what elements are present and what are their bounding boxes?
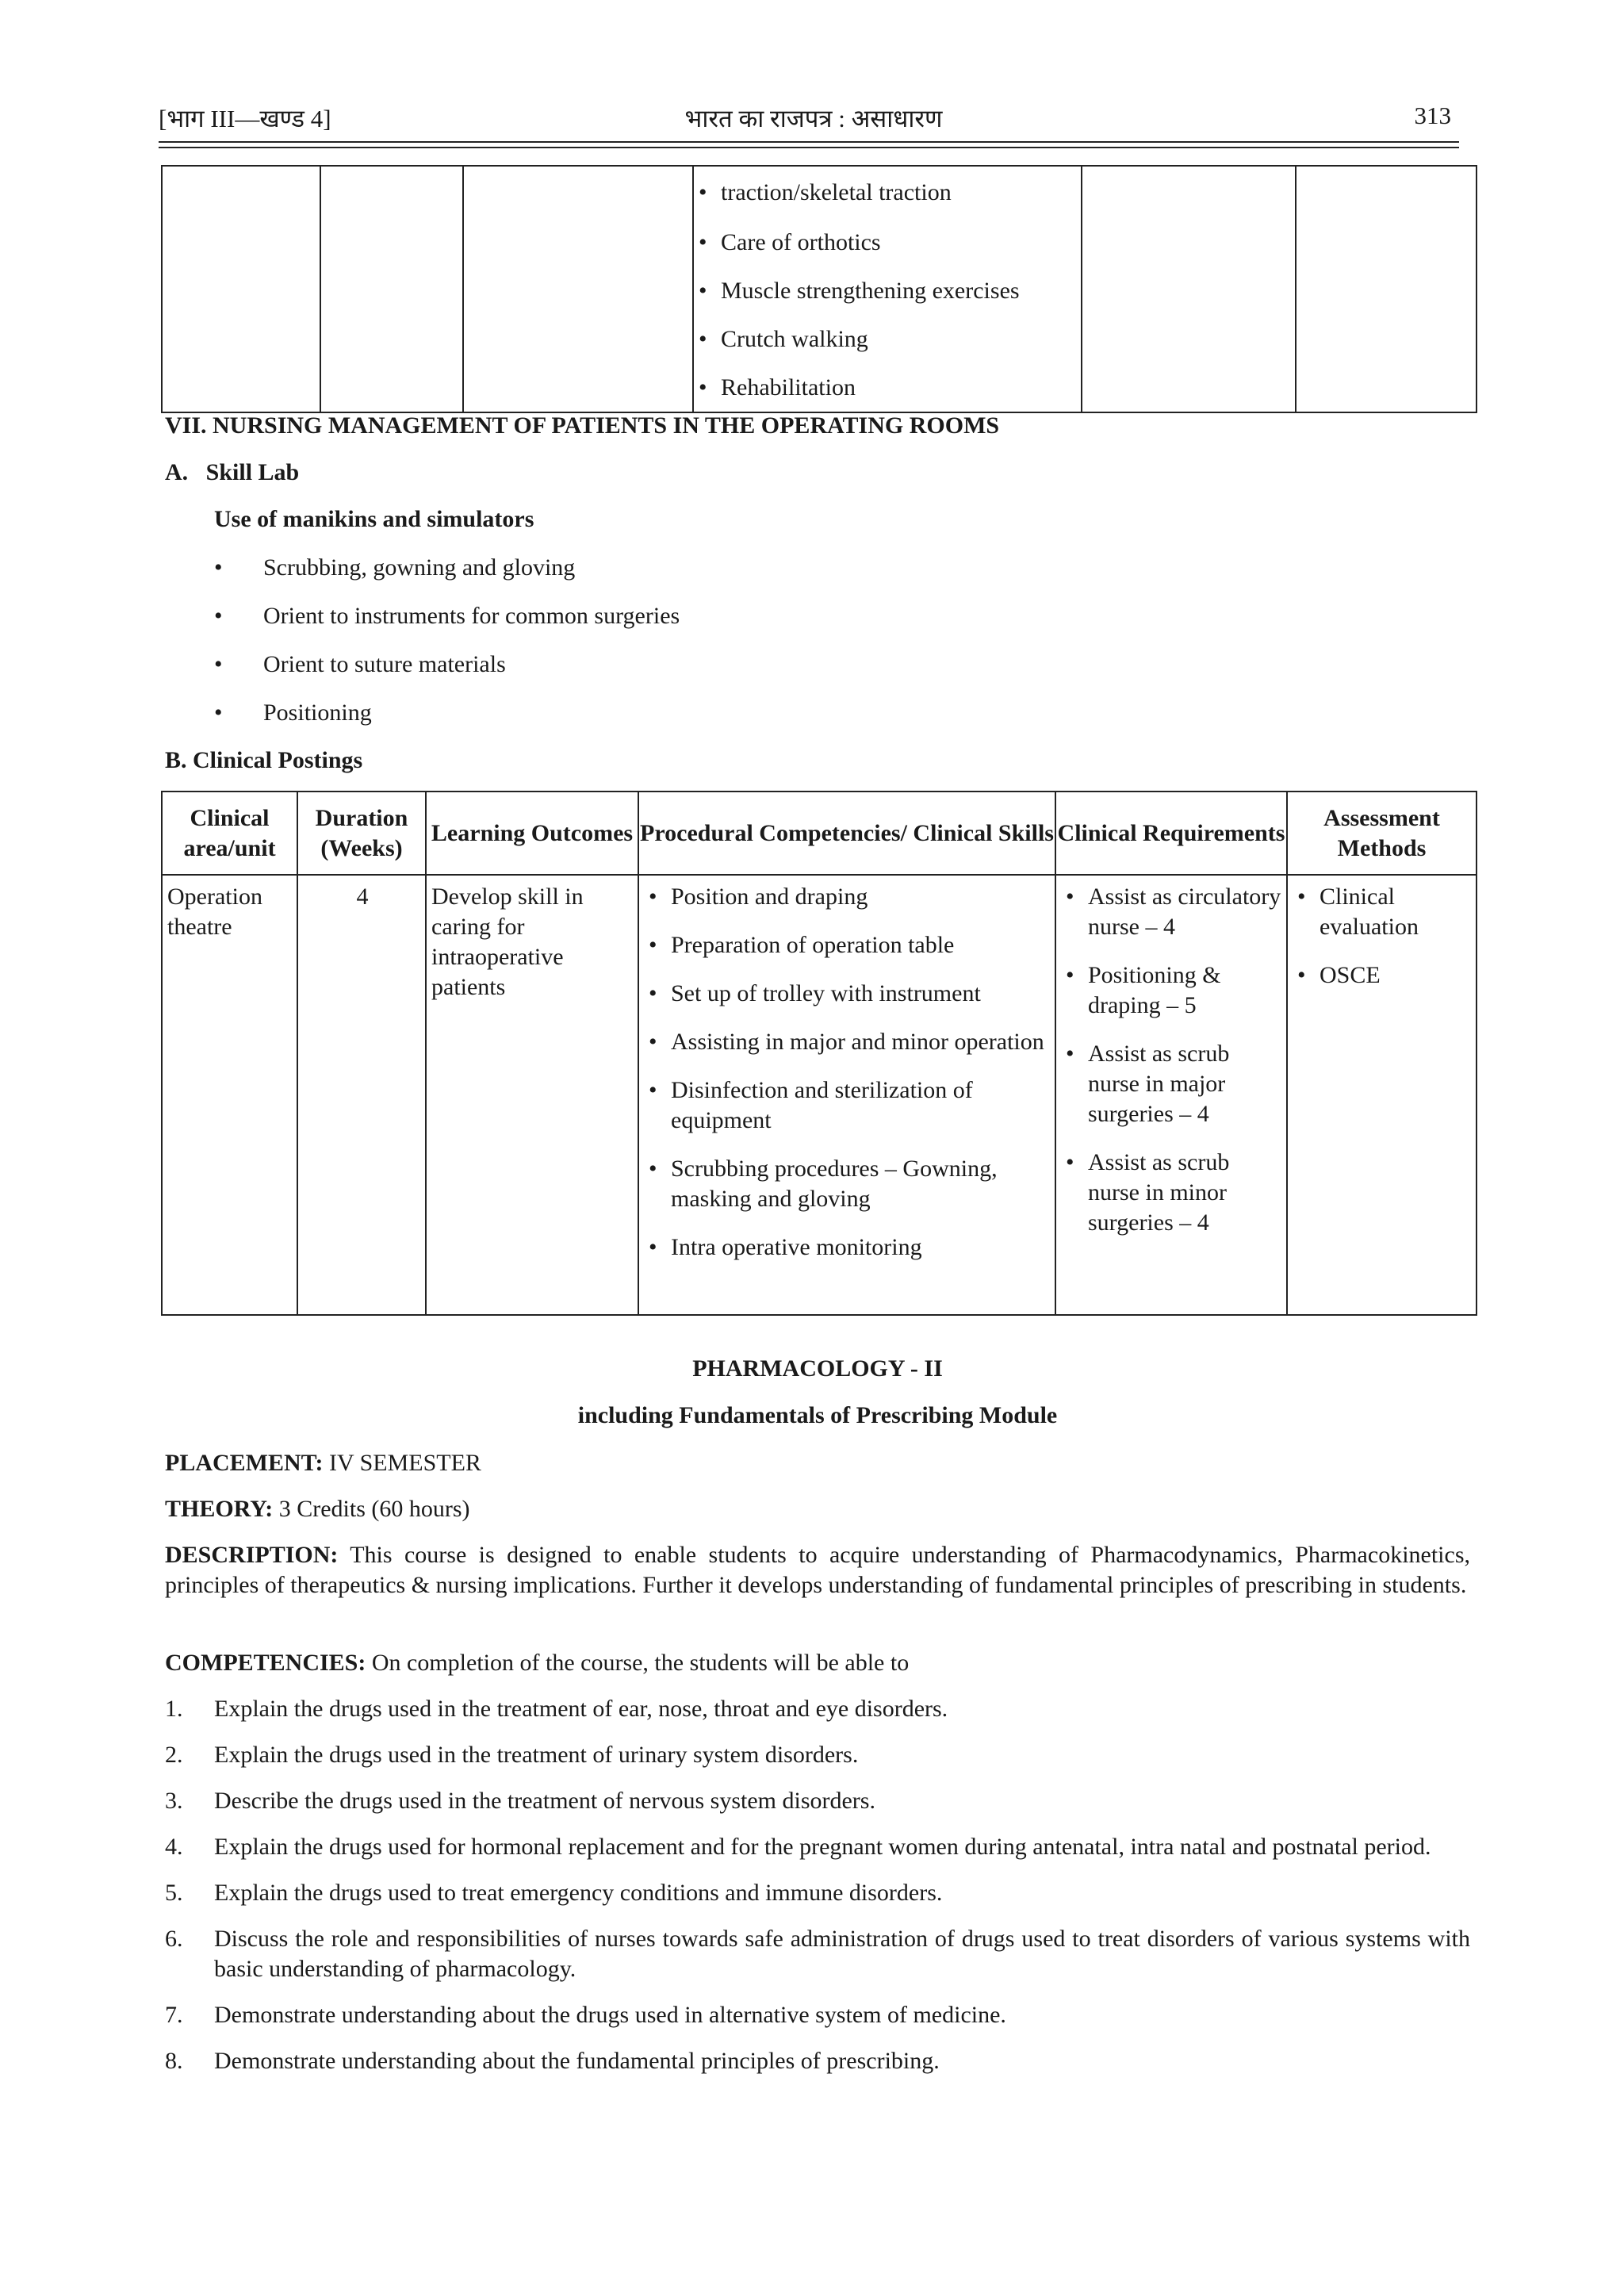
list-item: 8. Demonstrate understanding about the fundamental principles of prescribing.: [165, 2048, 940, 2074]
table-cell: [463, 166, 693, 412]
header-part: [भाग III—खण्ड 4]: [159, 105, 331, 132]
placement-line: [165, 1448, 1470, 1478]
column-header: Clinical area/unit: [162, 792, 297, 875]
clinical-postings-label: B. Clinical Postings: [165, 747, 363, 773]
list-item: • Clinical evaluation: [1293, 882, 1473, 942]
list-item: • Orient to suture materials: [211, 650, 680, 699]
outcomes-cell: Develop skill in caring for intraoperative patients: [426, 875, 638, 1315]
skill-lab-label: A. Skill Lab: [165, 459, 300, 485]
table-cell: [320, 166, 463, 412]
list-item: • Assist as scrub nurse in major surgeries – 4: [1061, 1039, 1283, 1129]
description-label: DESCRIPTION:: [165, 1542, 339, 1568]
list-item-continued: • traction/skeletal traction: [694, 168, 1081, 217]
list-item: • Assist as scrub nurse in minor surgeries – 4: [1061, 1148, 1283, 1238]
list-item: 1. Explain the drugs used in the treatment of ear, nose, throat and eye disorders.: [165, 1696, 948, 1722]
list-item: • OSCE: [1293, 960, 1473, 991]
page-header: [159, 102, 1469, 141]
theory-value: 3 Credits (60 hours): [273, 1496, 470, 1522]
skill-lab-list: [211, 554, 680, 747]
assessment-cell: [1287, 875, 1477, 1315]
column-header: Duration (Weeks): [297, 792, 426, 875]
description-text: This course is designed to enable students to acquire understanding of Pharmacodynamics, Pharmacokinetics, principles of therapeutics & nursing implications. Further it develops understanding of fundamental principles of prescribing in students.: [165, 1542, 1470, 1598]
list-item: • Crutch walking: [694, 315, 1081, 363]
list-item: 2. Explain the drugs used in the treatment of urinary system disorders.: [165, 1742, 859, 1768]
column-header: Procedural Competencies/ Clinical Skills: [638, 792, 1055, 875]
list-item: • Scrubbing procedures – Gowning, masking and gloving: [644, 1154, 1051, 1214]
list-item: • Positioning: [211, 699, 680, 747]
table-row: [162, 166, 1477, 412]
list-item: • Positioning & draping – 5: [1061, 960, 1283, 1021]
competencies-intro: [165, 1648, 1470, 1678]
course-title: PHARMACOLOGY - II: [692, 1355, 943, 1382]
column-header: Clinical Requirements: [1055, 792, 1287, 875]
table-row: [162, 875, 1477, 1315]
list-item: • Orient to instruments for common surgeries: [211, 602, 680, 650]
table-cell: [162, 166, 320, 412]
duration-cell: 4: [297, 875, 426, 1315]
competencies-list: [165, 1694, 1470, 2092]
list-item: • Preparation of operation table: [644, 930, 1051, 960]
area-cell: Operation theatre: [162, 875, 297, 1315]
list-item: • Care of orthotics: [694, 218, 1081, 266]
list-item: • Assist as circulatory nurse – 4: [1061, 882, 1283, 942]
list-item: 7. Demonstrate understanding about the drugs used in alternative system of medicine.: [165, 2002, 1006, 2028]
competencies-text: On completion of the course, the students will be able to: [366, 1650, 910, 1676]
header-title: भारत का राजपत्र : असाधारण: [684, 105, 943, 132]
list-item: 3. Describe the drugs used in the treatment of nervous system disorders.: [165, 1788, 875, 1814]
page-number: 313: [1414, 102, 1451, 129]
placement-label: PLACEMENT:: [165, 1450, 324, 1476]
list-item: • Position and draping: [644, 882, 1051, 912]
list-item: 5. Explain the drugs used to treat emergency conditions and immune disorders.: [165, 1880, 943, 1906]
table-cell: [1296, 166, 1477, 412]
description-paragraph: [165, 1540, 1470, 1600]
list-item: • Rehabilitation: [694, 363, 1081, 412]
table-cell: [1082, 166, 1296, 412]
column-header: Learning Outcomes: [426, 792, 638, 875]
course-subtitle: including Fundamentals of Prescribing Module: [577, 1402, 1058, 1428]
column-header: Assessment Methods: [1287, 792, 1477, 875]
competencies-cell: [638, 875, 1055, 1315]
requirements-cell: [1055, 875, 1287, 1315]
list-item: 4. Explain the drugs used for hormonal replacement and for the pregnant women during antenatal, intra natal and postnatal period.: [165, 1834, 1431, 1860]
table-header-row: [162, 792, 1477, 875]
list-item: • Set up of trolley with instrument: [644, 979, 1051, 1009]
list-item: • Intra operative monitoring: [644, 1232, 1051, 1263]
clinical-postings-table: [161, 791, 1477, 1316]
theory-label: THEORY:: [165, 1496, 274, 1522]
section-heading: VII. NURSING MANAGEMENT OF PATIENTS IN THE OPERATING ROOMS: [165, 412, 1000, 439]
skill-lab-subheading: Use of manikins and simulators: [214, 506, 534, 532]
list-item: • Assisting in major and minor operation: [644, 1027, 1051, 1057]
list-item: • Scrubbing, gowning and gloving: [211, 554, 680, 602]
theory-line: [165, 1494, 1470, 1524]
list-item: • Muscle strengthening exercises: [694, 266, 1081, 315]
list-item: • Disinfection and sterilization of equipment: [644, 1075, 1051, 1136]
placement-value: IV SEMESTER: [323, 1450, 481, 1476]
header-rule: [159, 147, 1459, 148]
list-item: 6. Discuss the role and responsibilities of nurses towards safe administration of drugs used to treat disorders of various systems with basic understanding of pharmacology.: [165, 1926, 1470, 1982]
competencies-label: COMPETENCIES:: [165, 1650, 366, 1676]
table-cell: [693, 166, 1082, 412]
continuation-table: [161, 165, 1477, 413]
header-rule: [159, 141, 1459, 143]
